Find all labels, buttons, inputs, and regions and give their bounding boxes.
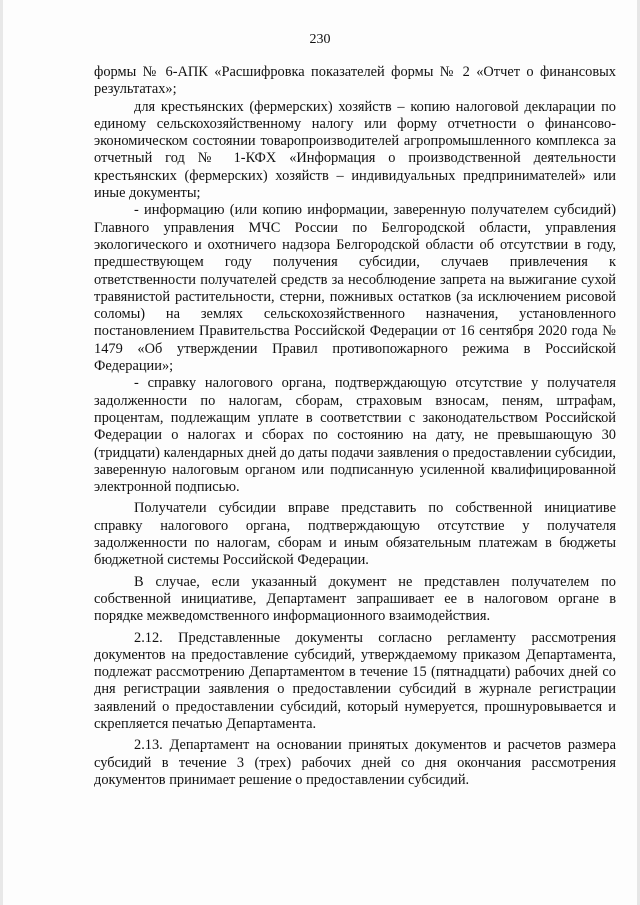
scan-edge-left xyxy=(0,0,3,905)
paragraph-farm-households: для крестьянских (фермерских) хозяйств – копию налоговой декларации по единому сельскохозяйственному налогу или форму отчетности о финансово-экономическом состоянии товаропроизводителей агропромышленного комплекса за отчетный год № 1-КФХ «Информация о производственной деятельности крестьянских (фермерских) хозяйств – индивидуальных предпринимателей» или иные документы; xyxy=(94,98,616,202)
document-body xyxy=(94,64,616,789)
page-number: 230 xyxy=(309,32,331,47)
paragraph-section-2-12: 2.12. Представленные документы согласно регламенту рассмотрения документов на предоставление субсидий, утверждаемому приказом Департамента, подлежат рассмотрению Департаментом в течение 15 (пятнадцати) рабочих дней со дня регистрации заявления о предоставлении субсидий в журнале регистрации заявлений о предоставлении субсидий, который нумеруется, прошнуровывается и скрепляется печатью Департамента. xyxy=(94,629,616,732)
paragraph-own-initiative: Получатели субсидии вправе представить по собственной инициативе справку налогового органа, подтверждающую отсутствие у получателя задолженности по налогам, сборам и иным обязательным платежам в бюджеты бюджетной системы Российской Федерации. xyxy=(94,500,616,569)
paragraph-interagency-request: В случае, если указанный документ не представлен получателем по собственной инициативе, Департамент запрашивает ее в налоговом органе в порядке межведомственного информационного взаимодействия. xyxy=(94,573,616,625)
paragraph-form-6-apk: формы № 6-АПК «Расшифровка показателей формы № 2 «Отчет о финансовых результатах»; xyxy=(94,64,616,98)
paragraph-section-2-13: 2.13. Департамент на основании принятых документов и расчетов размера субсидий в течение 3 (трех) рабочих дней со дня окончания рассмотрения документов принимает решение о предоставлении субсидий. xyxy=(94,737,616,788)
paragraph-tax-certificate: - справку налогового органа, подтверждающую отсутствие у получателя задолженности по налогам, сборам, страховым взносам, пеням, штрафам, процентам, подлежащим уплате в соответствии с законодательством Российской Федерации о налогах и сборах по состоянию на дату, не превышающую 30 (тридцати) календарных дней до даты подачи заявления о предоставлении субсидии, заверенную налоговым органом или подписанную усиленной квалифицированной электронной подписью. xyxy=(94,375,616,496)
paragraph-mchs-information: - информацию (или копию информации, заверенную получателем субсидий) Главного управления МЧС России по Белгородской области, управления экологического и охотничего надзора Белгородской области об отсутствии в году, предшествующем году получения субсидии, случаев привлечения к ответственности получателей средств за несоблюдение запрета на выжигание сухой травянистой растительности, стерни, пожнивых остатков (за исключением рисовой соломы) на землях сельскохозяйственного назначения, установленного постановлением Правительства Российской Федерации от 16 сентября 2020 года № 1479 «Об утверждении Правил противопожарного режима в Российской Федерации»; xyxy=(94,202,616,375)
